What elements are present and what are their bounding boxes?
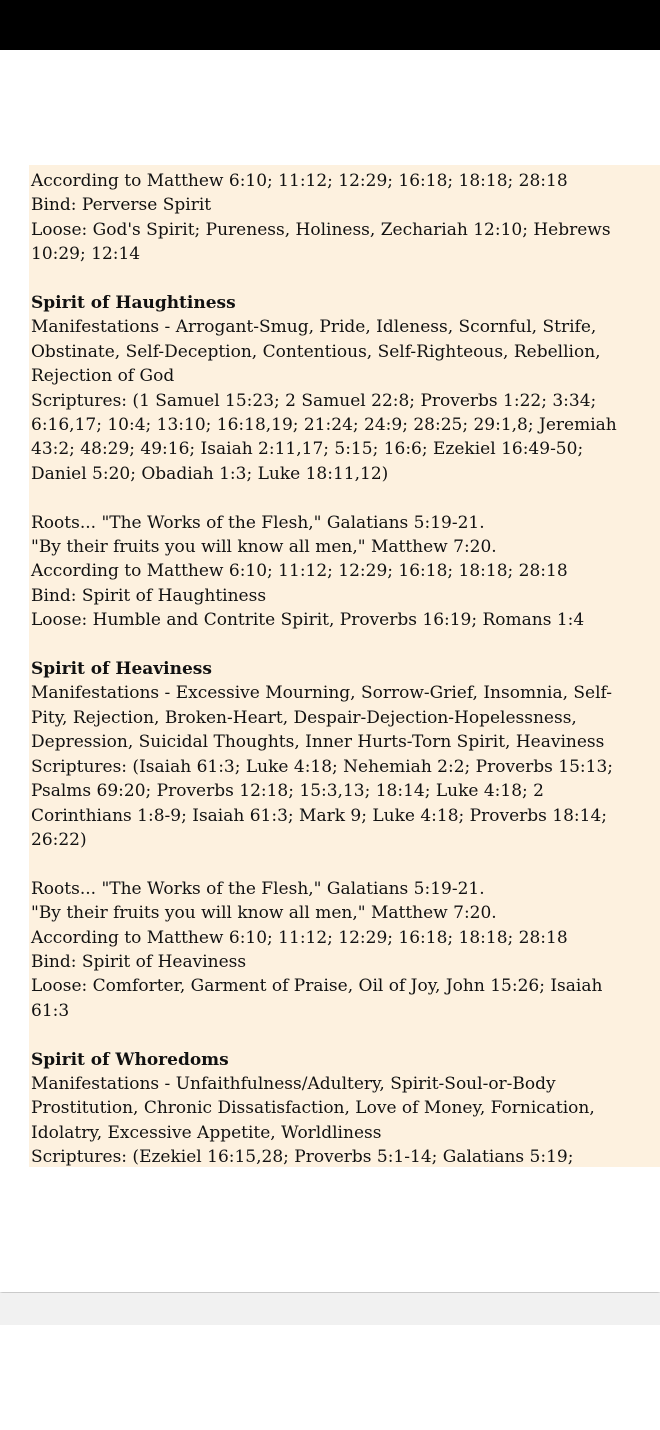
text-line: Roots... "The Works of the Flesh," Galatians 5:19-21. <box>31 512 485 533</box>
paragraph-gap <box>31 1023 656 1047</box>
paragraph-gap <box>31 267 656 291</box>
text-line: Bind: Perverse Spirit <box>31 195 212 216</box>
text-line: Obstinate, Self-Deception, Contentious, Self-Righteous, Rebellion, <box>31 341 601 362</box>
text-line: Scriptures: (1 Samuel 15:23; 2 Samuel 22:8; Proverbs 1:22; 3:34; <box>31 390 597 411</box>
text-line: 10:29; 12:14 <box>31 244 141 265</box>
text-line: Loose: Humble and Contrite Spirit, Proverbs 16:19; Romans 1:4 <box>31 610 585 631</box>
text-line: Pity, Rejection, Broken-Heart, Despair-Dejection-Hopelessness, <box>31 707 577 728</box>
highlighted-text-block <box>29 165 660 1167</box>
text-line: Bind: Spirit of Haughtiness <box>31 585 267 606</box>
top-status-bar <box>0 0 660 50</box>
text-line: According to Matthew 6:10; 11:12; 12:29; 16:18; 18:18; 28:18 <box>31 561 568 582</box>
text-line: "By their fruits you will know all men," Matthew 7:20. <box>31 537 497 558</box>
text-line: Rejection of God <box>31 366 175 387</box>
text-line: Loose: Comforter, Garment of Praise, Oil of Joy, John 15:26; Isaiah <box>31 976 603 997</box>
document-content <box>29 165 660 1167</box>
text-line: Roots... "The Works of the Flesh," Galatians 5:19-21. <box>31 878 485 899</box>
text-line: According to Matthew 6:10; 11:12; 12:29; 16:18; 18:18; 28:18 <box>31 171 568 191</box>
text-line: 61:3 <box>31 1000 70 1021</box>
text-line: Psalms 69:20; Proverbs 12:18; 15:3,13; 18:14; Luke 4:18; 2 <box>31 781 544 802</box>
text-line: Bind: Spirit of Heaviness <box>31 951 247 972</box>
text-line: Manifestations - Unfaithfulness/Adultery, Spirit-Soul-or-Body <box>31 1073 556 1094</box>
text-line: Loose: God's Spirit; Pureness, Holiness, Zechariah 12:10; Hebrews <box>31 219 611 240</box>
text-line: Prostitution, Chronic Dissatisfaction, Love of Money, Fornication, <box>31 1098 595 1119</box>
text-line: Manifestations - Arrogant-Smug, Pride, Idleness, Scornful, Strife, <box>31 317 597 338</box>
text-line: Depression, Suicidal Thoughts, Inner Hurts-Torn Spirit, Heaviness <box>31 732 605 753</box>
section-heading: Spirit of Whoredoms <box>31 1049 229 1070</box>
text-line: "By their fruits you will know all men," Matthew 7:20. <box>31 903 497 924</box>
text-line: 6:16,17; 10:4; 13:10; 16:18,19; 21:24; 24:9; 28:25; 29:1,8; Jeremiah <box>31 415 617 436</box>
text-line: Scriptures: (Ezekiel 16:15,28; Proverbs 5:1-14; Galatians 5:19; <box>31 1147 574 1167</box>
text-line: Daniel 5:20; Obadiah 1:3; Luke 18:11,12) <box>31 463 389 484</box>
text-line: Corinthians 1:8-9; Isaiah 61:3; Mark 9; Luke 4:18; Proverbs 18:14; <box>31 805 607 826</box>
section-heading: Spirit of Heaviness <box>31 659 212 680</box>
text-line: Idolatry, Excessive Appetite, Worldliness <box>31 1122 382 1143</box>
page-divider <box>0 1293 660 1325</box>
text-line: 43:2; 48:29; 49:16; Isaiah 2:11,17; 5:15; 16:6; Ezekiel 16:49-50; <box>31 439 584 460</box>
text-line: 26:22) <box>31 829 87 850</box>
section-heading: Spirit of Haughtiness <box>31 293 236 314</box>
paragraph-gap <box>31 633 656 657</box>
text-line: According to Matthew 6:10; 11:12; 12:29; 16:18; 18:18; 28:18 <box>31 927 568 948</box>
paragraph-gap <box>31 852 656 876</box>
paragraph-gap <box>31 486 656 510</box>
text-line: Scriptures: (Isaiah 61:3; Luke 4:18; Nehemiah 2:2; Proverbs 15:13; <box>31 756 613 777</box>
text-line: Manifestations - Excessive Mourning, Sorrow-Grief, Insomnia, Self- <box>31 683 612 704</box>
